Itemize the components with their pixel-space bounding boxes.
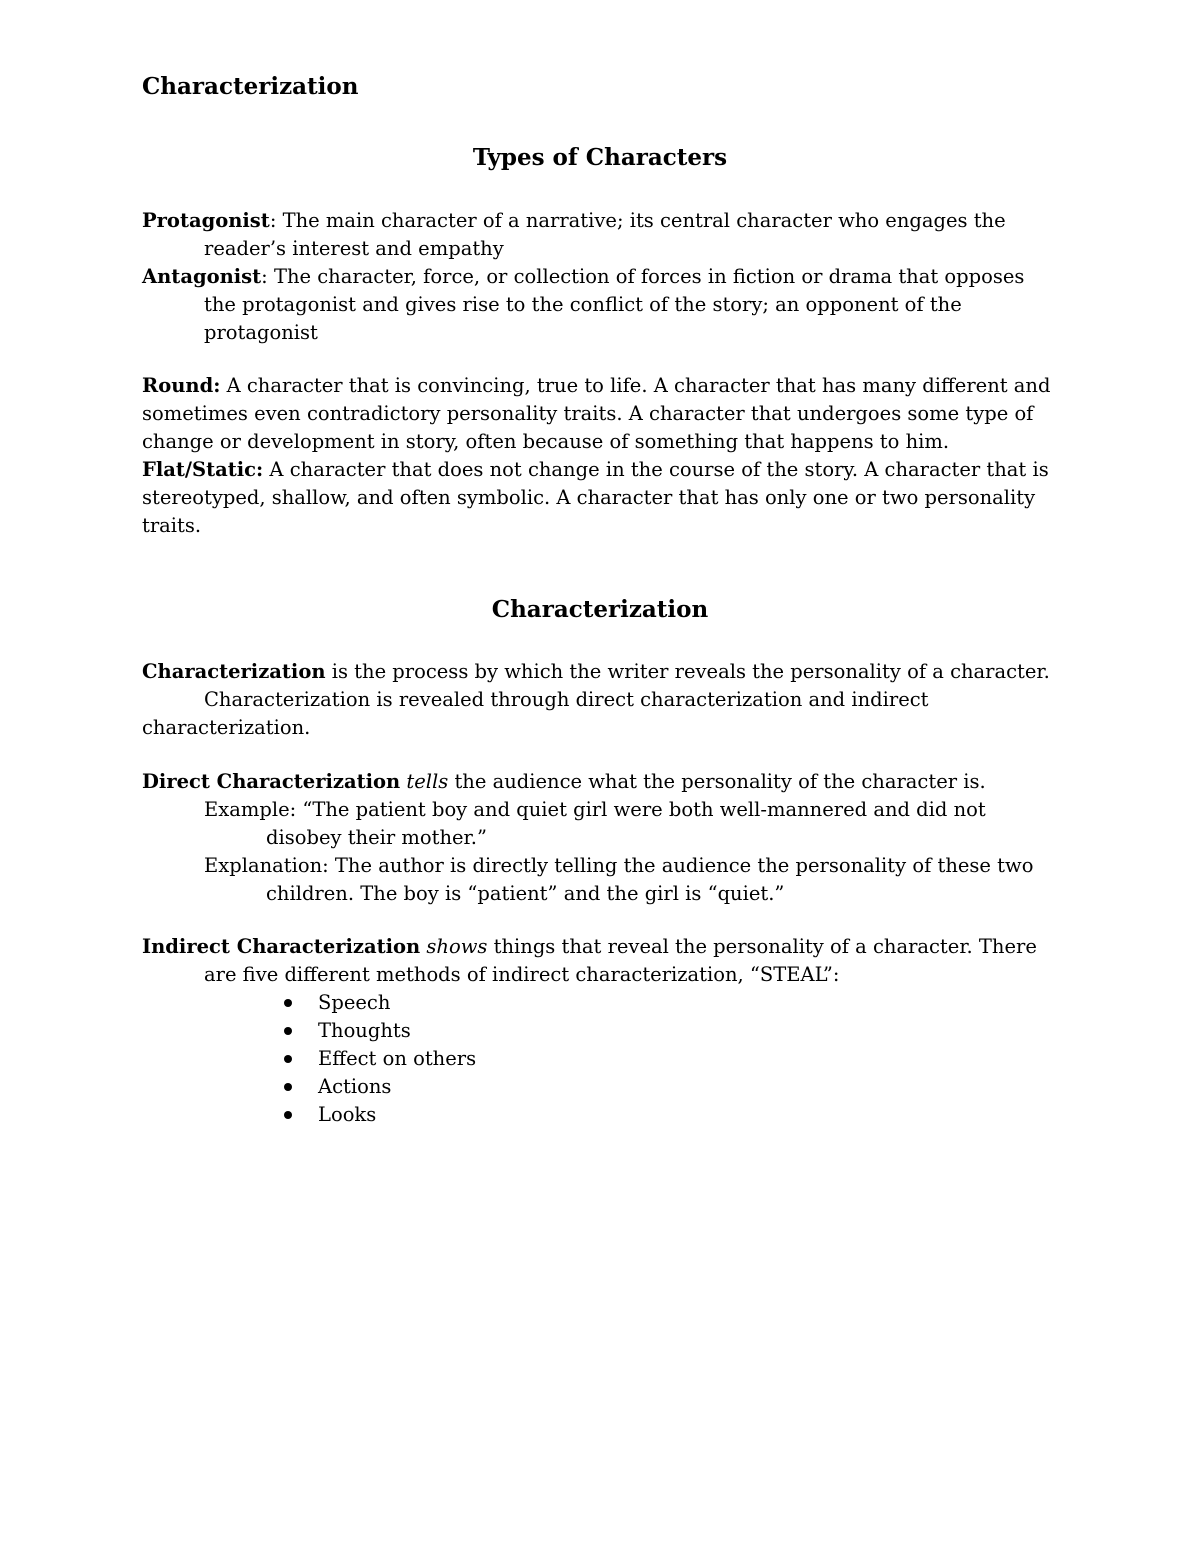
definitions-main-characters <box>142 207 1062 347</box>
term-round: Round: <box>142 374 221 397</box>
direct-explanation: Explanation: The author is directly telling the audience the personality of these two children. The boy is “patient” and the girl is “quiet.” <box>204 854 1034 905</box>
indirect-characterization-definition <box>142 933 1062 989</box>
emphasis-tells: tells <box>406 770 449 793</box>
definition-text-antagonist: The character, force, or collection of forces in fiction or drama that opposes the protagonist and gives rise to the conflict of the story; an opponent of the protagonist <box>204 265 1025 344</box>
characterization-intro <box>142 658 1062 742</box>
term-separator: : <box>269 209 283 232</box>
definition-text-protagonist: The main character of a narrative; its central character who engages the reader’s interest and empathy <box>204 209 1006 260</box>
bullet-icon <box>284 1055 292 1063</box>
direct-characterization-definition <box>142 768 1062 796</box>
intro-text-2: Characterization is revealed through direct characterization and indirect characterization. <box>142 688 929 739</box>
method-actions: Actions <box>318 1075 392 1098</box>
term-antagonist: Antagonist <box>142 265 262 288</box>
list-item <box>142 1101 1062 1129</box>
bullet-icon <box>284 999 292 1007</box>
direct-characterization-text: the audience what the personality of the character is. <box>448 770 986 793</box>
definition-protagonist <box>142 207 1062 263</box>
list-item <box>142 1073 1062 1101</box>
method-looks: Looks <box>318 1103 377 1126</box>
section-heading-characterization: Characterization <box>491 596 709 623</box>
list-item <box>142 1045 1062 1073</box>
emphasis-shows: shows <box>426 935 488 958</box>
document-title: Characterization <box>142 73 359 100</box>
bullet-icon <box>284 1083 292 1091</box>
section-heading-types-of-characters: Types of Characters <box>472 144 728 171</box>
intro-text-1: is the process by which the writer reveals the personality of a character. <box>325 660 1050 683</box>
steal-methods-list <box>142 989 1062 1129</box>
term-indirect-characterization: Indirect Characterization <box>142 935 421 958</box>
definitions-character-depth <box>142 372 1062 540</box>
method-thoughts: Thoughts <box>318 1019 411 1042</box>
definition-flat-static <box>142 456 1062 540</box>
definition-text-round: A character that is convincing, true to life. A character that has many different and sometimes even contradictory personality traits. A character that undergoes some type of change or development in story, often because of something that happens to him. <box>142 374 1051 453</box>
term-flat-static: Flat/Static: <box>142 458 264 481</box>
term-characterization: Characterization <box>142 660 326 683</box>
bullet-icon <box>284 1027 292 1035</box>
direct-characterization-section <box>142 768 1062 908</box>
term-separator: : <box>261 265 274 288</box>
list-item <box>142 989 1062 1017</box>
definition-antagonist <box>142 263 1062 347</box>
definition-text-flat-static: A character that does not change in the course of the story. A character that is stereotyped, shallow, and often symbolic. A character that has only one or two personality traits. <box>142 458 1049 537</box>
bullet-icon <box>284 1111 292 1119</box>
list-item <box>142 1017 1062 1045</box>
method-effect-on-others: Effect on others <box>318 1047 477 1070</box>
indirect-characterization-text: things that reveal the personality of a character. There are five different methods of indirect characterization, “STEAL”: <box>204 935 1037 986</box>
intro-first-line <box>142 658 1062 686</box>
indirect-characterization-section <box>142 933 1062 1129</box>
direct-example: Example: “The patient boy and quiet girl were both well-mannered and did not disobey their mother.” <box>204 798 986 849</box>
term-direct-characterization: Direct Characterization <box>142 770 401 793</box>
definition-round <box>142 372 1062 456</box>
method-speech: Speech <box>318 991 391 1014</box>
term-protagonist: Protagonist <box>142 209 270 232</box>
